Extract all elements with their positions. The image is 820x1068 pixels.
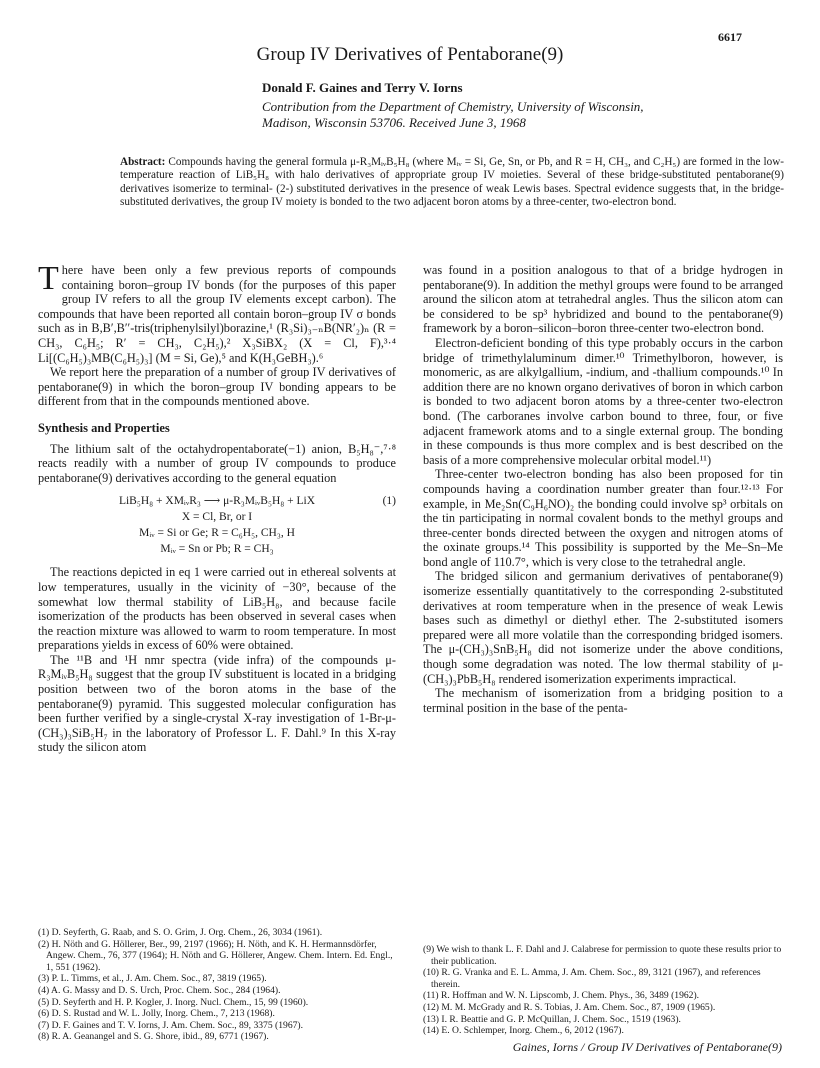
footnote: (7) D. F. Gaines and T. V. Iorns, J. Am. Chem. Soc., 89, 3375 (1967). xyxy=(38,1019,304,1031)
footnote: (9) We wish to thank L. F. Dahl and J. Calabrese for permission to quote these results prior to their publication. xyxy=(423,944,782,967)
footnote: (4) A. G. Massy and D. S. Urch, Proc. Chem. Soc., 284 (1964). xyxy=(38,984,281,996)
paragraph: Electron-deficient bonding of this type probably occurs in the carbon bridge of trimethylaluminum dimer.¹⁰ Trimethylboron, however, is monomeric, as are alkylgallium, -indium, and -thallium compounds.¹⁰ In addition there are no known organo derivatives of boron in which carbon is bonded to two adjacent boron atoms by a three-center two-electron bond. (The carboranes involve carbon bound to three, four, or five adjacent framework atoms and to a single external group. The bonding in these compounds is thus more complex and is best described on the basis of a more comprehensive molecular orbital model.¹¹) xyxy=(423,335,783,467)
right-column xyxy=(423,263,783,715)
abstract-text: Compounds having the general formula μ-R₃MᵢᵥB₅H₈ (where Mᵢᵥ = Si, Ge, Sn, or Pb, and R = H, CH₃, and C₂H₅) are formed in the low-temperature reaction of LiB₅H₈ with halo derivatives of appropriate group IV moieties. Several of these bridge-substituted pentaborane(9) derivatives isomerize to terminal- (2-) substituted derivatives in the presence of weak Lewis bases. Spectral evidence suggests that, in the bridge-substituted derivatives, the group IV moiety is bonded to the two adjacent boron atoms by a three-center, two-electron bond. xyxy=(120,156,784,209)
equation-condition: Mᵢᵥ = Sn or Pb; R = CH₃ xyxy=(160,543,274,556)
paragraph: We report here the preparation of a number of group IV derivatives of pentaborane(9) in which the boron–group IV bonding appears to be different from that in the compounds mentioned above. xyxy=(38,365,396,409)
paragraph: Three-center two-electron bonding has also been proposed for tin compounds having a coordination number greater than four.¹²·¹³ For example, in Me₂Sn(C₉H₆NO)₂ the bonding could involve sp³ orbitals on the tin participating in normal covalent bonds to the methyl groups and three-center bonds directed between the oxygen and nitrogen atoms of the oxinate groups.¹⁴ This possibility is supported by the Me–Sn–Me bond angle of 110.7°, which is very close to the tetrahedral angle. xyxy=(423,467,783,569)
footnote: (6) D. S. Rustad and W. L. Jolly, Inorg. Chem., 7, 213 (1968). xyxy=(38,1008,275,1020)
paragraph: The ¹¹B and ¹H nmr spectra (vide infra) of the compounds μ-R₃MᵢᵥB₅H₈ suggest that the group IV substituent is located in a bridging position between two of the boron atoms in the base of the pentaborane(9) pyramid. This suggested molecular configuration has been further verified by a single-crystal X-ray investigation of 1-Br-μ-(CH₃)₃SiB₅H₇ in the laboratory of Professor L. F. Dahl.⁹ In this X-ray study the silicon atom xyxy=(38,652,396,755)
equation-block xyxy=(38,493,396,557)
footnote: (11) R. Hoffman and W. N. Lipscomb, J. Chem. Phys., 36, 3489 (1962). xyxy=(423,990,700,1002)
affiliation-line-2: Madison, Wisconsin 53706. Received June 3, 1968 xyxy=(262,115,526,130)
authors: Donald F. Gaines and Terry V. Iorns xyxy=(262,80,463,95)
footnote: (13) I. R. Beattie and G. P. McQuillan, J. Chem. Soc., 1519 (1963). xyxy=(423,1013,681,1025)
equation-condition: X = Cl, Br, or I xyxy=(181,511,253,524)
paragraph: The bridged silicon and germanium derivatives of pentaborane(9) isomerize essentially quantitatively to the corresponding 2-substituted derivatives at room temperature when in the presence of weak Lewis bases such as dimethyl or diethyl ether. The 2-substituted isomers prepared were all more volatile than the corresponding bridged isomers. The μ-(CH₃)₃SnB₅H₈ did not isomerize under the above conditions, though some degradation was noted. The low thermal stability of μ-(CH₃)₃PbB₅H₈ rendered isomerization experiments impractical. xyxy=(423,569,783,686)
footnotes-right xyxy=(423,944,783,1037)
footnote: (8) R. A. Geanangel and S. G. Shore, ibid., 89, 6771 (1967). xyxy=(38,1031,269,1043)
footnote: (12) M. M. McGrady and R. S. Tobias, J. Am. Chem. Soc., 87, 1909 (1965). xyxy=(423,1001,716,1013)
equation-text: LiB₅H₈ + XMᵢᵥR₃ ⟶ μ-R₃MᵢᵥB₅H₈ + LiX xyxy=(118,495,316,508)
intro-paragraph xyxy=(38,260,396,365)
page-number: 6617 xyxy=(718,30,742,44)
footnote: (10) R. G. Vranka and E. L. Amma, J. Am. Chem. Soc., 89, 3121 (1967), and references therein. xyxy=(423,967,761,990)
affiliation-line-1: Contribution from the Department of Chemistry, University of Wisconsin, xyxy=(262,99,644,114)
abstract-label: Abstract: xyxy=(120,156,166,168)
footnotes-left xyxy=(38,927,396,1043)
footnote: (5) D. Seyferth and H. P. Kogler, J. Inorg. Nucl. Chem., 15, 99 (1960). xyxy=(38,996,309,1008)
paragraph: The lithium salt of the octahydropentaborate(−1) anion, B₅H₈⁻,⁷·⁸ reacts readily with a number of group IV compounds to produce pentaborane(9) derivatives according to the general equation xyxy=(38,441,396,485)
paragraph: The mechanism of isomerization from a bridging position to a terminal position in the base of the penta- xyxy=(423,686,783,715)
equation-number: (1) xyxy=(382,495,396,508)
footnote: (2) H. Nöth and G. Höllerer, Ber., 99, 2197 (1966); H. Nöth, and K. H. Hermannsdörfer, Angew. Chem., 76, 377 (1964); H. Nöth and G. Höllerer, Angew. Chem. Intern. Ed. Engl., 1, 551 (1962). xyxy=(38,938,393,973)
equation-condition: Mᵢᵥ = Si or Ge; R = C₆H₅, CH₃, H xyxy=(139,527,295,540)
abstract xyxy=(120,156,784,210)
section-heading: Synthesis and Properties xyxy=(38,420,170,435)
paper-title: Group IV Derivatives of Pentaborane(9) xyxy=(256,44,564,65)
paragraph: was found in a position analogous to that of a bridge hydrogen in pentaborane(9). In addition the methyl groups were found to be arranged around the silicon atom at tetrahedral angles. Thus the silicon atom can be considered to be sp³ hybridized and bound to the pentaborane(9) framework by a boron–silicon–boron three-center two-electron bond. xyxy=(423,263,783,336)
paragraph: The reactions depicted in eq 1 were carried out in ethereal solvents at low temperatures, usually in the vicinity of −30°, because of the somewhat low thermal stability of LiB₅H₈, and because facile isomerization of the products has been observed in several cases when the reaction mixture was allowed to warm to room temperature. In most preparations yields in excess of 60% were obtained. xyxy=(38,565,396,653)
running-footer: Gaines, Iorns / Group IV Derivatives of Pentaborane(9) xyxy=(512,1040,782,1054)
footnote: (3) P. L. Timms, et al., J. Am. Chem. Soc., 87, 3819 (1965). xyxy=(38,973,267,985)
drop-cap: T xyxy=(38,260,59,297)
intro-text: here have been only a few previous reports of compounds containing boron–group IV bonds (for the purposes of this paper group IV refers to all the group IV elements except carbon). The compounds that have been reported all contain boron–group IV σ bonds such as in B,B′,B′′-tris(triphenylsilyl)borazine,¹ (R₃Si)₃₋ₙB(NR′₂)ₙ (R = CH₃, C₆H₅; R′ = CH₃, C₂H₅),² X₃SiBX₂ (X = Cl, F),³·⁴ Li[(C₆H₅)₃MB(C₆H₅)₃] (M = Si, Ge),⁵ and K(H₃GeBH₃).⁶ xyxy=(38,263,396,365)
affiliation xyxy=(262,99,782,131)
footnote: (14) E. O. Schlemper, Inorg. Chem., 6, 2012 (1967). xyxy=(423,1025,624,1037)
equation-line xyxy=(38,493,396,509)
footnote: (1) D. Seyferth, G. Raab, and S. O. Grim, J. Org. Chem., 26, 3034 (1961). xyxy=(38,927,323,938)
left-column xyxy=(38,260,396,755)
